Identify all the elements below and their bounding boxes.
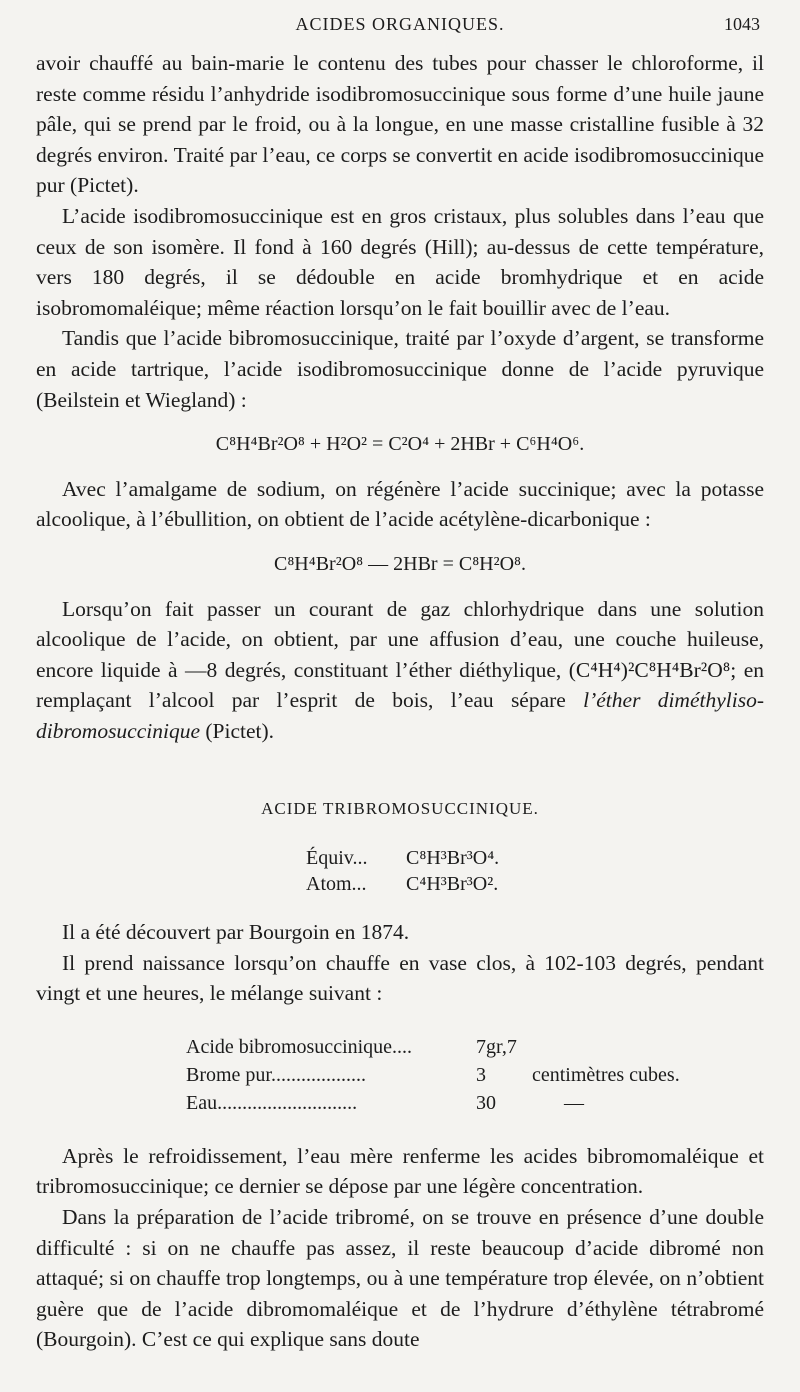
equiv-label: Équiv... [306,847,368,870]
atomic-row [306,871,764,897]
paragraph: Après le refroidissement, l’eau mère renferme les acides bibromomaléique et tribromosuccinique; ce dernier se dépose par une légère concentration. [36,1143,764,1199]
paragraph: Avec l’amalgame de sodium, on régénère l’acide succinique; avec la potasse alcoolique, à l’ébullition, on obtient de l’acide acétylène-dicarbonique : [36,476,764,532]
paragraph: Il a été découvert par Bourgoin en 1874. [62,920,410,945]
ingredient-quantity: 3 [476,1063,486,1086]
page-header [36,14,764,44]
page-number: 1043 [724,14,760,34]
equivalent-row [306,845,764,871]
ingredient-name: Acide bibromosuccinique.... [186,1035,413,1058]
paragraph-text: (Pictet). [200,718,275,743]
section-title: ACIDE TRIBROMOSUCCINIQUE. [261,799,539,819]
ingredient-unit: centimètres cubes. [532,1063,680,1086]
compound-name: l’éther diméthyliso-dibromosuccinique [36,688,764,743]
chemical-equation: C⁸H⁴Br²O⁸ + H²O² = C²O⁴ + 2HBr + C⁶H⁴O⁶. [215,433,585,456]
equiv-formula: C⁸H³Br³O⁴. [406,847,500,870]
paragraph: Dans la préparation de l’acide tribromé, on se trouve en présence d’une double difficulté : si on ne chauffe pas assez, il reste beaucoup d’acide dibromé non attaqué; si on chauffe trop longtemps, ou à une température trop élevée, on n’obtient guère que de l’acide dibromomaléique et de l’hydrure d’éthylène tétrabromé (Bourgoin). C’est ce qui explique sans doute [36,1205,764,1352]
mixture-row [186,1089,764,1117]
atom-label: Atom... [306,873,367,896]
mixture-row [186,1033,764,1061]
mixture-row [186,1061,764,1089]
paragraph: avoir chauffé au bain-marie le contenu des tubes pour chasser le chloroforme, il reste comme résidu l’anhydride isodibromosuccinique sous forme d’une huile jaune pâle, qui se prend par le froid, ou à la longue, en une masse cristalline fusible à 32 degrés environ. Traité par l’eau, ce corps se convertit en acide isodibromosuccinique pur (Pictet). [36,51,764,198]
paragraph [36,594,764,747]
paragraph-text: en remplaçant l’alcool par l’esprit de bois, l’eau sépare [36,657,764,713]
running-title: ACIDES ORGANIQUES. [295,14,505,34]
body-text [36,48,764,1355]
paragraph-text: Lorsqu’on fait passer un courant de gaz chlorhydrique dans une solution alcoolique de l’acide, on obtient, par une affusion d’eau, une couche huileuse, encore liquide à —8 degrés, constituant l’éther diéthylique, (C [36,596,764,682]
mixture-table [186,1033,764,1117]
ingredient-name: Brome pur................... [186,1063,366,1086]
equivalents-block [306,845,764,897]
ingredient-quantity: 30 [476,1091,496,1114]
paragraph: Il prend naissance lorsqu’on chauffe en vase clos, à 102-103 degrés, pendant vingt et une heures, le mélange suivant : [36,950,764,1006]
atom-formula: C⁴H³Br³O². [406,873,499,896]
chemical-equation: C⁸H⁴Br²O⁸ — 2HBr = C⁸H²O⁸. [273,552,527,575]
ether-formula: ⁴H⁴)²C⁸H⁴Br²O⁸; [590,657,737,682]
paragraph: L’acide isodibromosuccinique est en gros cristaux, plus solubles dans l’eau que ceux de son isomère. Il fond à 160 degrés (Hill); au-dessus de cette température, vers 180 degrés, il se dédouble en acide bromhydrique et en acide isobromomaléique; même réaction lorsqu’on le fait bouillir avec de l’eau. [36,203,764,320]
ingredient-quantity: 7gr,7 [476,1035,517,1058]
paragraph: Tandis que l’acide bibromosuccinique, traité par l’oxyde d’argent, se transforme en acide tartrique, l’acide isodibromosuccinique donne de l’acide pyruvique (Beilstein et Wiegland) : [36,326,764,412]
ingredient-name: Eau............................ [186,1091,358,1114]
ingredient-unit: — [564,1091,584,1114]
